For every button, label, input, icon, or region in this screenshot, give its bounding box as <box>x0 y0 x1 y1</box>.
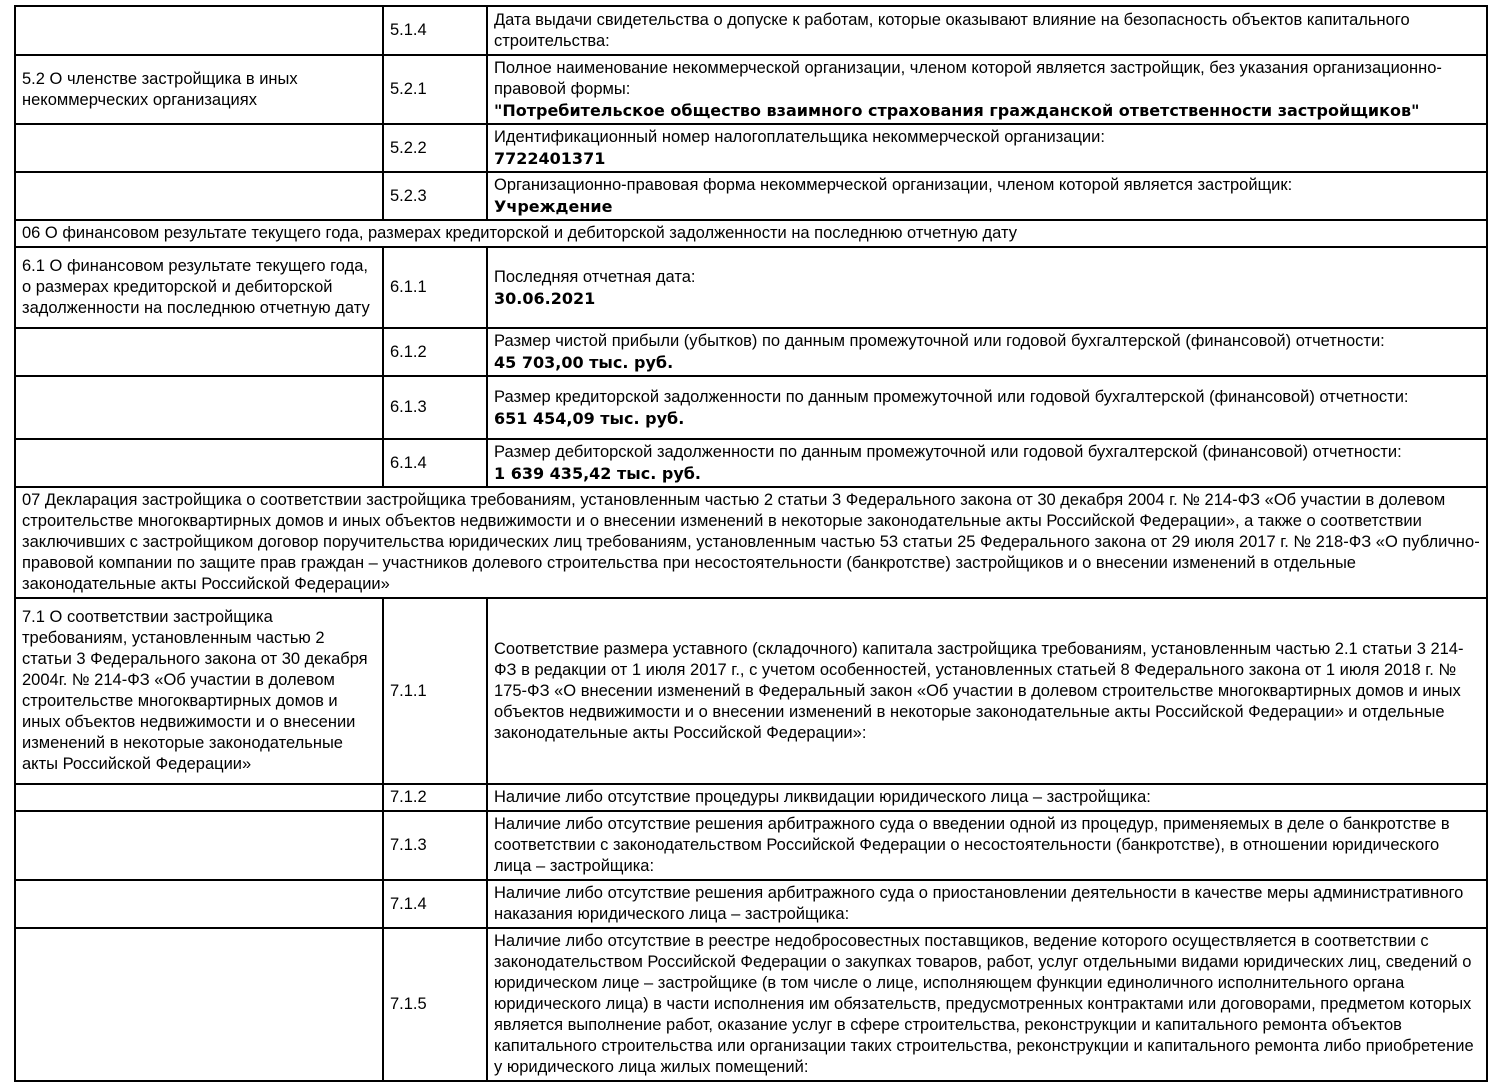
section-cell <box>15 784 383 811</box>
field-value: 7722401371 <box>494 149 606 168</box>
field-value: 30.06.2021 <box>494 288 596 308</box>
field-label: Наличие либо отсутствие решения арбитражного суда о введении одной из процедур, применяемых в деле о банкротстве в соответствии с законодательством Российской Федерации о несостоятельности (банкротстве), в отношении юридического лица – застройщика: <box>494 815 1450 875</box>
field-label: Соответствие размера уставного (складочного) капитала застройщика требованиям, установленным частью 2.1 статьи 3 214-ФЗ в редакции от 1 июля 2017 г., с учетом особенностей, установленных статьей 8 Федерального закона от 1 июля 2018 г. № 175-ФЗ «О внесении изменений в Федеральный закон «Об участии в долевом строительстве многоквартирных домов и иных объектов недвижимости и о внесении изменений в некоторые законодательные акты Российской Федерации» и отдельные законодательные акты Российской Федерации»: <box>494 639 1464 742</box>
section-cell: 6.1 О финансовом результате текущего года, о размерах кредиторской и дебиторской задолженности на последнюю отчетную дату <box>15 247 383 328</box>
field-label: Размер чистой прибыли (убытков) по данным промежуточной или годовой бухгалтерской (финансовой) отчетности: <box>494 332 1385 350</box>
table-row <box>15 928 1487 1081</box>
table-row <box>15 598 1487 784</box>
content-cell <box>487 55 1487 124</box>
code-cell: 5.2.2 <box>383 124 487 172</box>
table-row <box>15 439 1487 487</box>
section-header: 06 О финансовом результате текущего года, размерах кредиторской и дебиторской задолженности на последнюю отчетную дату <box>15 220 1487 247</box>
field-value: 651 454,09 тыс. руб. <box>494 408 685 428</box>
field-label: Дата выдачи свидетельства о допуске к работам, которые оказывают влияние на безопасность объектов капитального строительства: <box>494 10 1410 50</box>
section-cell <box>15 172 383 220</box>
table-row <box>15 880 1487 928</box>
field-label: Наличие либо отсутствие процедуры ликвидации юридического лица – застройщика: <box>494 788 1151 806</box>
section-cell: 5.2 О членстве застройщика в иных некоммерческих организациях <box>15 55 383 124</box>
field-label: Последняя отчетная дата: <box>494 267 696 286</box>
code-cell: 7.1.2 <box>383 784 487 811</box>
section-cell <box>15 811 383 880</box>
field-label: Размер кредиторской задолженности по данным промежуточной или годовой бухгалтерской (финансовой) отчетности: <box>494 387 1409 406</box>
content-cell <box>487 247 1487 328</box>
section-header-row <box>15 220 1487 247</box>
code-cell: 6.1.1 <box>383 247 487 328</box>
field-value: 45 703,00 тыс. руб. <box>494 353 674 372</box>
section-cell <box>15 376 383 439</box>
field-label: Организационно-правовая форма некоммерческой организации, членом которой является застройщик: <box>494 176 1293 194</box>
content-cell <box>487 328 1487 376</box>
code-cell: 6.1.2 <box>383 328 487 376</box>
code-cell: 7.1.4 <box>383 880 487 928</box>
section-cell <box>15 880 383 928</box>
content-cell <box>487 6 1487 55</box>
field-label: Полное наименование некоммерческой организации, членом которой является застройщик, без указания организационно-правовой формы: <box>494 59 1442 98</box>
content-cell <box>487 598 1487 784</box>
code-cell: 5.1.4 <box>383 6 487 55</box>
field-label: Наличие либо отсутствие решения арбитражного суда о приостановлении деятельности в качестве меры административного наказания юридического лица – застройщика: <box>494 884 1464 923</box>
table-row <box>15 172 1487 220</box>
table-row <box>15 6 1487 55</box>
content-cell <box>487 880 1487 928</box>
table-row <box>15 124 1487 172</box>
code-cell: 6.1.4 <box>383 439 487 487</box>
code-cell: 5.2.3 <box>383 172 487 220</box>
field-label: Идентификационный номер налогоплательщика некоммерческой организации: <box>494 128 1105 146</box>
content-cell <box>487 928 1487 1081</box>
table-row <box>15 784 1487 811</box>
section-cell <box>15 439 383 487</box>
content-cell <box>487 124 1487 172</box>
code-cell: 6.1.3 <box>383 376 487 439</box>
content-cell <box>487 439 1487 487</box>
code-cell: 7.1.5 <box>383 928 487 1081</box>
section-header: 07 Декларация застройщика о соответствии застройщика требованиям, установленным частью 2 статьи 3 Федерального закона от 30 декабря 2004 г. № 214-ФЗ «Об участии в долевом строительстве многоквартирных домов и иных объектов недвижимости и о внесении изменений в некоторые законодательные акты Российской Федерации», а также о соответствии заключивших с застройщиком договор поручительства юридических лиц требованиям, установленным частью 53 статьи 25 Федерального закона от 29 июля 2017 г. № 218-ФЗ «О публично-правовой компании по защите прав граждан – участников долевого строительства при несостоятельности (банкротстве) застройщиков и о внесении изменений в отдельные законодательные акты Российской Федерации» <box>15 487 1487 598</box>
field-label: Размер дебиторской задолженности по данным промежуточной или годовой бухгалтерской (финансовой) отчетности: <box>494 443 1402 461</box>
field-value: 1 639 435,42 тыс. руб. <box>494 464 701 483</box>
content-cell <box>487 784 1487 811</box>
section-cell <box>15 124 383 172</box>
content-cell <box>487 811 1487 880</box>
code-cell: 7.1.1 <box>383 598 487 784</box>
field-label: Наличие либо отсутствие в реестре недобросовестных поставщиков, ведение которого осуществляется в соответствии с законодательством Российской Федерации о закупках товаров, работ, услуг отдельными видами юридических лиц, сведений о юридическом лице – застройщике (в том числе о лице, исполняющем функции единоличного исполнительного органа юридического лица) в части исполнения им обязательств, предусмотренных контрактами или договорами, предметом которых является выполнение работ, оказание услуг в сфере строительства, реконструкции и капитального ремонта объектов капитального строительства или организации таких строительства, реконструкции и капитального ремонта либо приобретение у юридического лица жилых помещений: <box>494 932 1474 1076</box>
section-cell <box>15 928 383 1081</box>
section-cell <box>15 328 383 376</box>
code-cell: 7.1.3 <box>383 811 487 880</box>
section-cell: 7.1 О соответствии застройщика требованиям, установленным частью 2 статьи 3 Федерального закона от 30 декабря 2004г. № 214-ФЗ «Об участии в долевом строительстве многоквартирных домов и иных объектов недвижимости и о внесении изменений в некоторые законодательные акты Российской Федерации» <box>15 598 383 784</box>
declaration-table <box>14 5 1488 1082</box>
section-header-row <box>15 487 1487 598</box>
section-cell <box>15 6 383 55</box>
table-row <box>15 328 1487 376</box>
field-value: Учреждение <box>494 197 613 216</box>
content-cell <box>487 172 1487 220</box>
content-cell <box>487 376 1487 439</box>
table-row <box>15 247 1487 328</box>
table-row <box>15 376 1487 439</box>
table-row <box>15 55 1487 124</box>
table-row <box>15 811 1487 880</box>
field-value: "Потребительское общество взаимного страхования гражданской ответственности застройщиков" <box>494 101 1420 120</box>
code-cell: 5.2.1 <box>383 55 487 124</box>
